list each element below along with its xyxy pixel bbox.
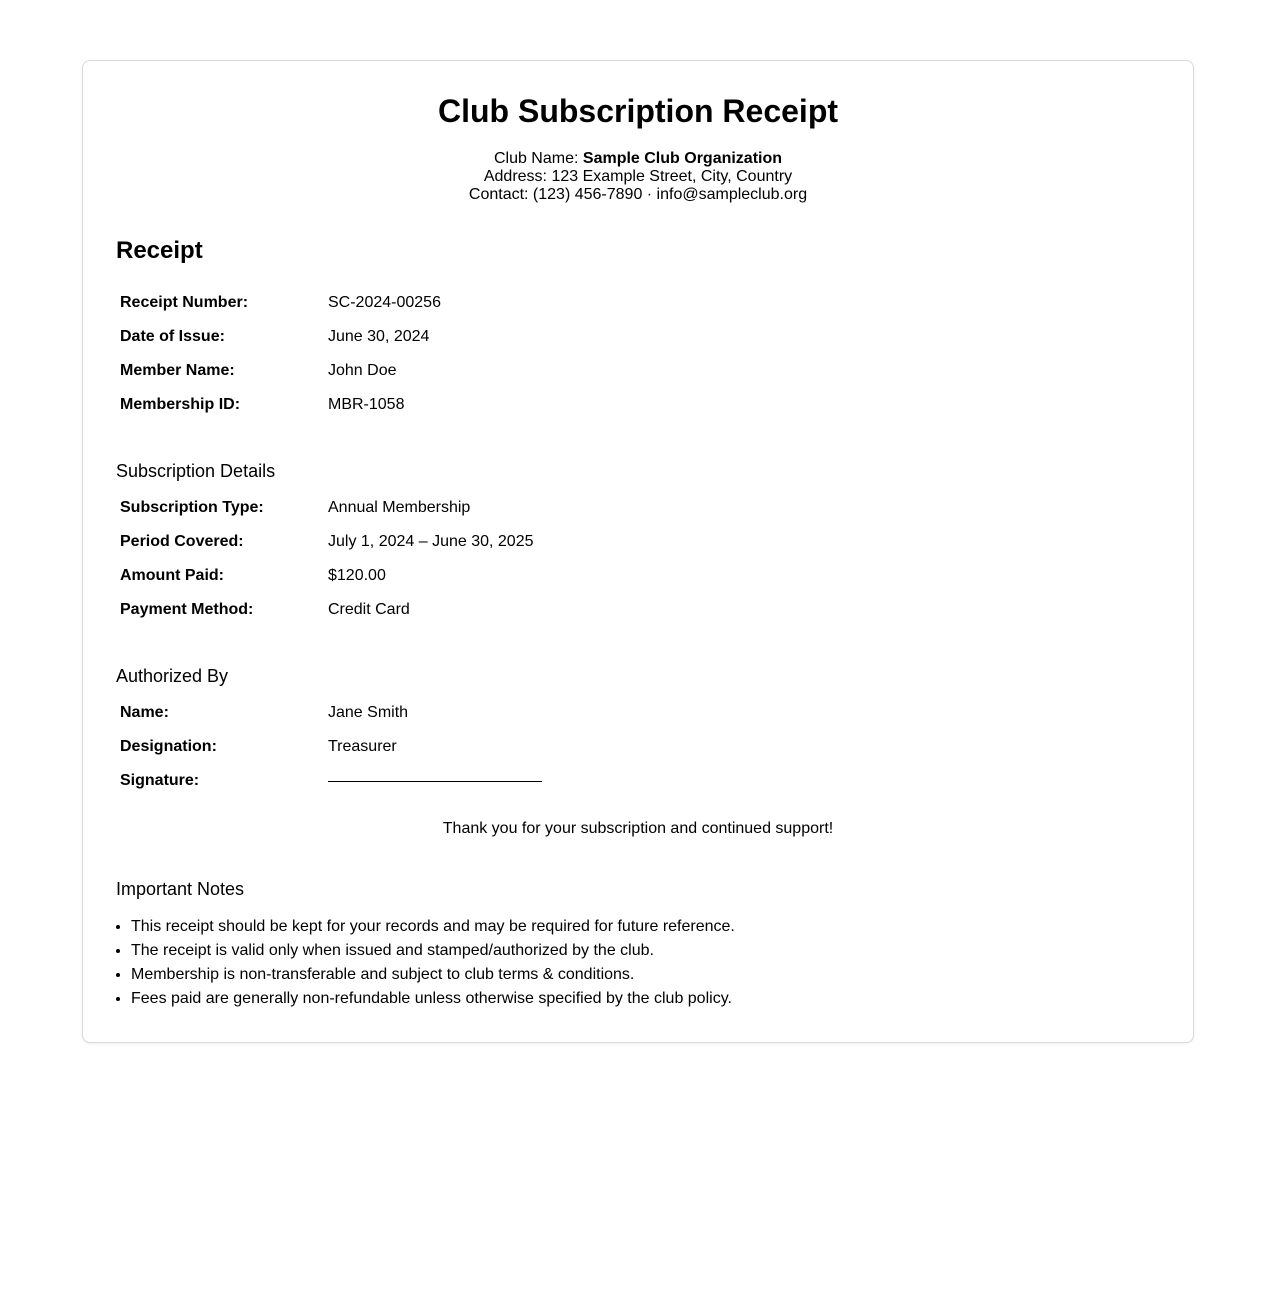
club-info [83,150,1193,204]
field-label: Name: [120,704,169,721]
field-label: Amount Paid: [120,567,224,584]
club-name-line [83,150,1193,168]
signature-label: Signature: [120,772,200,789]
field-row-name [120,704,820,738]
club-contact: Contact: (123) 456-7890 · info@sampleclub.org [468,186,808,203]
notes-heading: Important Notes [116,879,245,899]
field-value: MBR-1058 [328,396,405,413]
field-row-membership-id [120,396,820,430]
club-address: Address: 123 Example Street, City, Country [483,168,793,185]
subscription-heading: Subscription Details [116,461,276,481]
field-value: $120.00 [328,567,386,584]
thank-you-message: Thank you for your subscription and continued support! [442,820,834,837]
subscription-fields [120,499,820,635]
field-value: Jane Smith [328,704,409,721]
field-value: SC-2024-00256 [328,294,441,311]
field-value: June 30, 2024 [328,328,430,345]
receipt-heading: Receipt [116,237,203,264]
authorized-fields [120,704,820,806]
field-row-date-of-issue [120,328,820,362]
field-label: Receipt Number: [120,294,249,311]
list-item: • Fees paid are generally non-refundable unless otherwise specified by the club policy. [131,987,1031,1011]
receipt-fields [120,294,820,430]
field-row-signature [120,772,820,806]
page-title: Club Subscription Receipt [437,93,839,129]
field-row-member-name [120,362,820,396]
field-row-receipt-number [120,294,820,328]
list-item: • The receipt is valid only when issued and stamped/authorized by the club. [131,939,1031,963]
field-row-period-covered [120,533,820,567]
club-name-label: Club Name: [493,150,579,167]
list-item: • Membership is non-transferable and subject to club terms & conditions. [131,963,1031,987]
field-value: Treasurer [328,738,397,755]
field-row-subscription-type [120,499,820,533]
receipt-card [82,60,1194,1043]
field-label: Date of Issue: [120,328,225,345]
field-value: July 1, 2024 – June 30, 2025 [328,533,534,550]
field-row-amount-paid [120,567,820,601]
field-label: Payment Method: [120,601,254,618]
field-value: Credit Card [328,601,410,618]
field-value: Annual Membership [328,499,471,516]
field-value: John Doe [328,362,397,379]
field-label: Member Name: [120,362,235,379]
signature-line [328,781,542,782]
field-row-payment-method [120,601,820,635]
field-row-designation [120,738,820,772]
club-name: Sample Club Organization [582,150,783,167]
field-label: Membership ID: [120,396,241,413]
list-item: • This receipt should be kept for your records and may be required for future reference. [131,915,1031,939]
field-label: Designation: [120,738,217,755]
field-label: Period Covered: [120,533,244,550]
field-label: Subscription Type: [120,499,264,516]
notes-list [99,915,1031,1011]
authorized-heading: Authorized By [116,666,229,686]
